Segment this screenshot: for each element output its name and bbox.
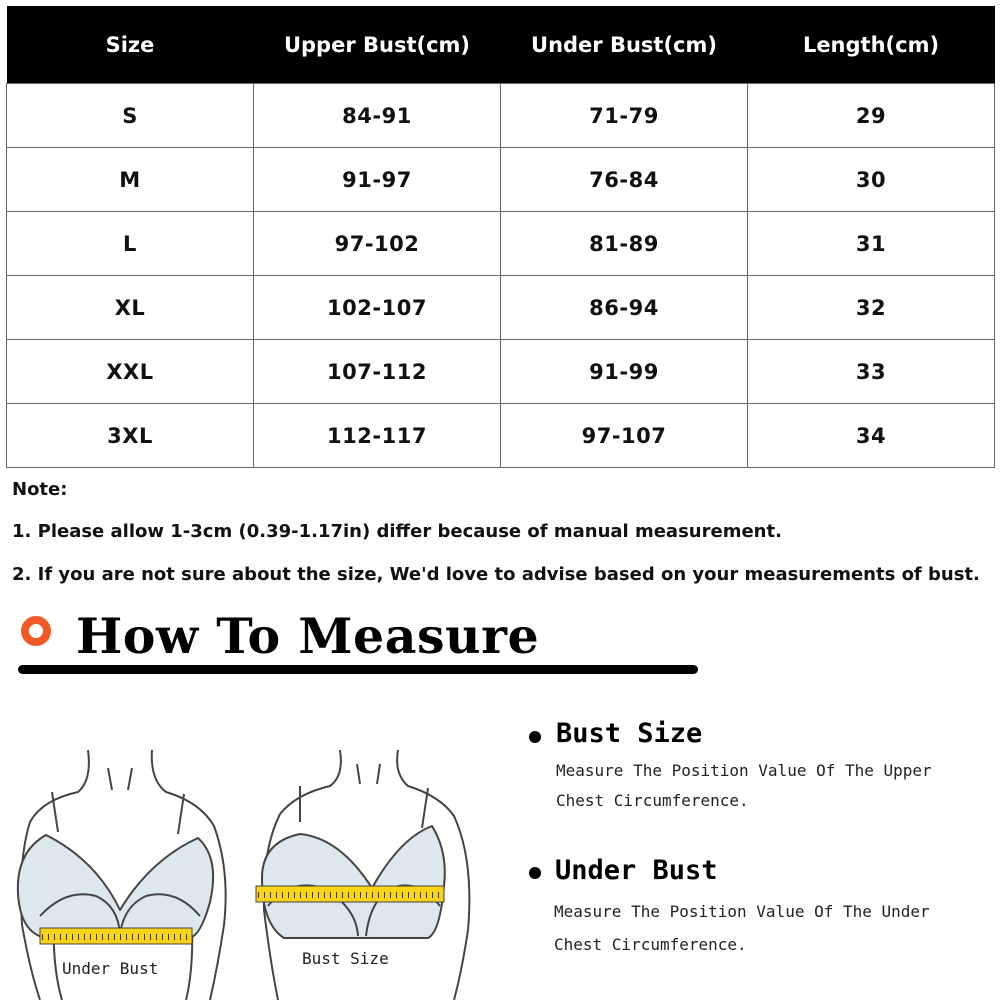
cell-length: 29 bbox=[748, 84, 995, 148]
header-under-bust: Under Bust(cm) bbox=[501, 6, 748, 84]
cell-size: XXL bbox=[7, 340, 254, 404]
table-row bbox=[7, 212, 995, 276]
how-to-measure-title: How To Measure bbox=[76, 607, 540, 665]
orange-ring-icon bbox=[21, 616, 51, 646]
bullet-icon bbox=[529, 867, 541, 879]
cell-under-bust: 86-94 bbox=[501, 276, 748, 340]
header-length: Length(cm) bbox=[748, 6, 995, 84]
cell-under-bust: 91-99 bbox=[501, 340, 748, 404]
cell-size: M bbox=[7, 148, 254, 212]
bust-size-title: Bust Size bbox=[556, 718, 703, 749]
cell-length: 30 bbox=[748, 148, 995, 212]
header-upper-bust: Upper Bust(cm) bbox=[254, 6, 501, 84]
measuring-tape-bust bbox=[256, 886, 444, 902]
cell-upper-bust: 112-117 bbox=[254, 404, 501, 468]
under-bust-desc-1: Measure The Position Value Of The Under bbox=[554, 902, 930, 921]
title-underline bbox=[18, 665, 698, 674]
cell-under-bust: 97-107 bbox=[501, 404, 748, 468]
bust-size-desc-1: Measure The Position Value Of The Upper bbox=[556, 761, 932, 780]
bra-measurement-illustration bbox=[0, 710, 510, 1000]
table-row bbox=[7, 404, 995, 468]
header-size: Size bbox=[7, 6, 254, 84]
table-row bbox=[7, 340, 995, 404]
note-line-1: 1. Please allow 1-3cm (0.39-1.17in) differ because of manual measurement. bbox=[12, 521, 782, 542]
table-row bbox=[7, 84, 995, 148]
cell-under-bust: 76-84 bbox=[501, 148, 748, 212]
under-bust-desc-2: Chest Circumference. bbox=[554, 935, 747, 954]
measuring-tape-under bbox=[40, 928, 192, 944]
cell-under-bust: 71-79 bbox=[501, 84, 748, 148]
cell-size: L bbox=[7, 212, 254, 276]
size-chart-table bbox=[6, 6, 995, 468]
cell-length: 34 bbox=[748, 404, 995, 468]
label-under-bust: Under Bust bbox=[62, 959, 159, 978]
table-row bbox=[7, 276, 995, 340]
label-bust-size: Bust Size bbox=[302, 949, 389, 968]
cell-upper-bust: 107-112 bbox=[254, 340, 501, 404]
cell-upper-bust: 91-97 bbox=[254, 148, 501, 212]
under-bust-title: Under Bust bbox=[555, 855, 718, 886]
cell-upper-bust: 84-91 bbox=[254, 84, 501, 148]
cell-size: XL bbox=[7, 276, 254, 340]
bullet-icon bbox=[529, 731, 541, 743]
bust-size-desc-2: Chest Circumference. bbox=[556, 791, 749, 810]
note-line-2: 2. If you are not sure about the size, We'd love to advise based on your measurements of bust. bbox=[12, 564, 980, 585]
cell-size: S bbox=[7, 84, 254, 148]
note-title: Note: bbox=[12, 479, 68, 500]
cell-length: 31 bbox=[748, 212, 995, 276]
cell-upper-bust: 102-107 bbox=[254, 276, 501, 340]
cell-size: 3XL bbox=[7, 404, 254, 468]
table-row bbox=[7, 148, 995, 212]
cell-length: 33 bbox=[748, 340, 995, 404]
table-header-row bbox=[7, 6, 995, 84]
cell-under-bust: 81-89 bbox=[501, 212, 748, 276]
cell-length: 32 bbox=[748, 276, 995, 340]
cell-upper-bust: 97-102 bbox=[254, 212, 501, 276]
